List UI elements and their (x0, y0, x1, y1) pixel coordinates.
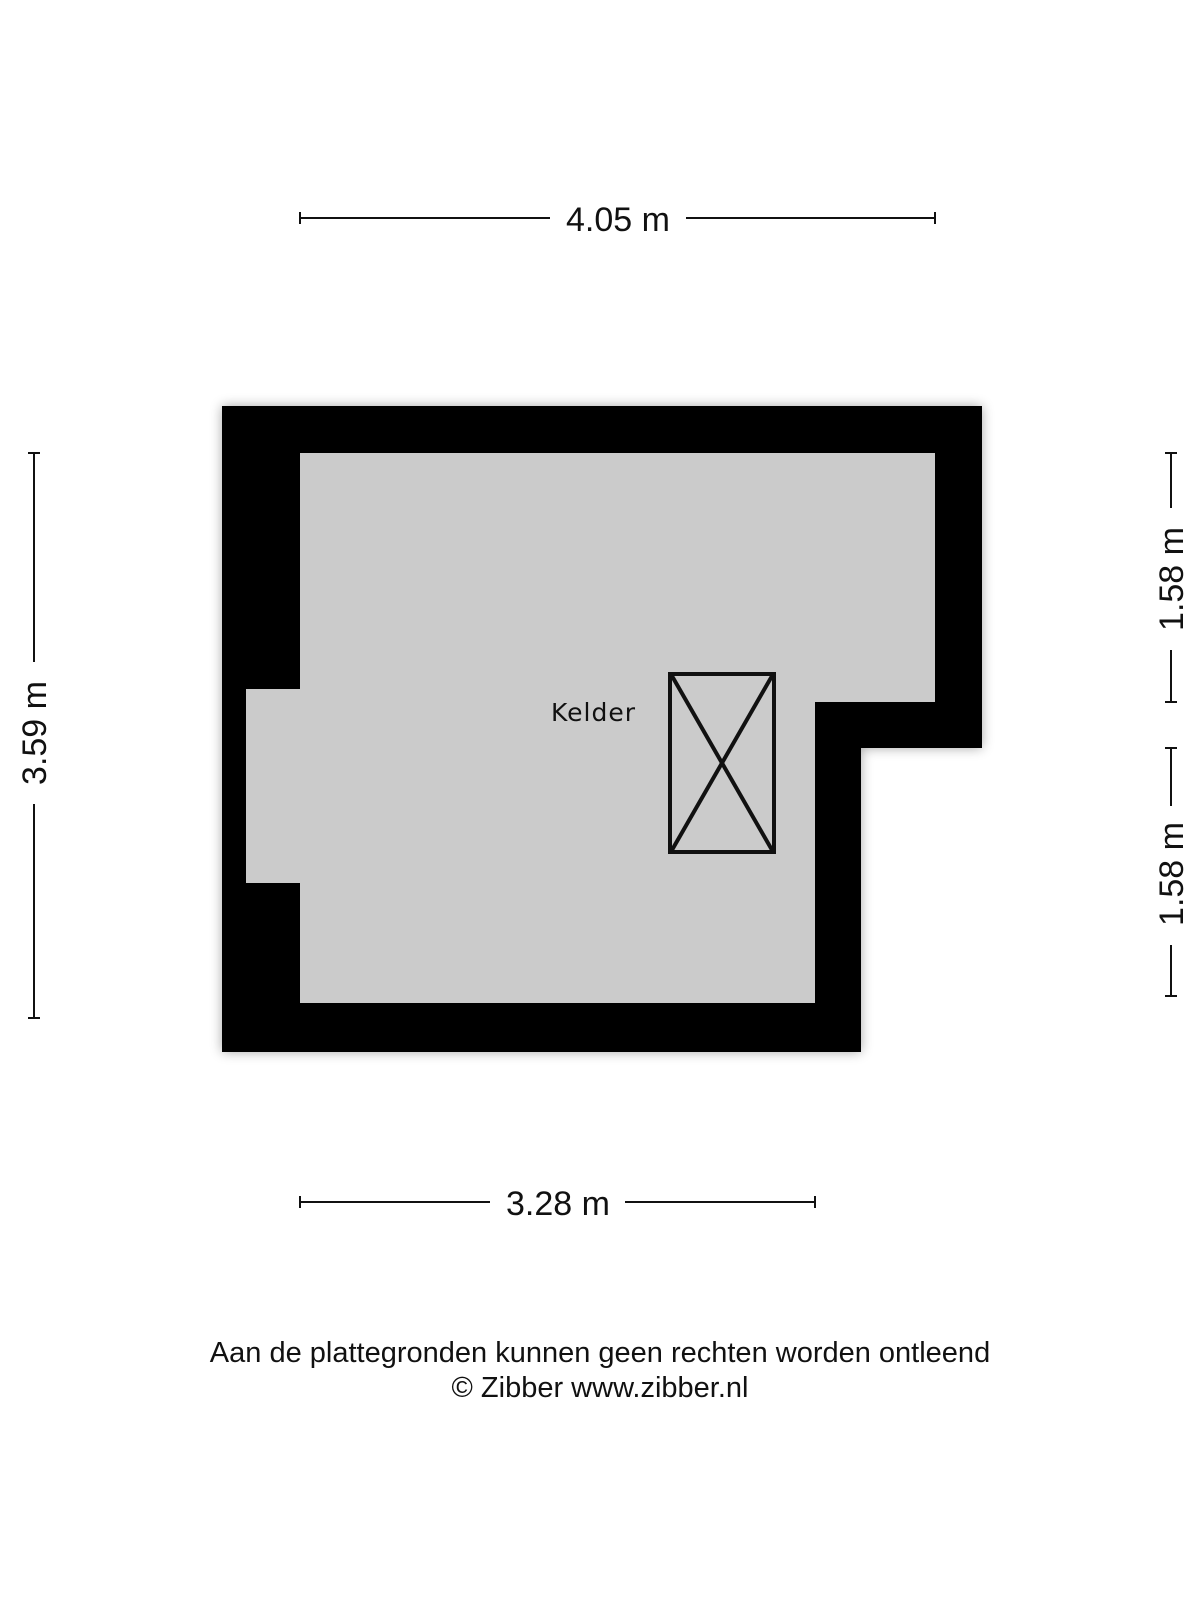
footer-disclaimer: Aan de plattegronden kunnen geen rechten worden ontleend (209, 1337, 991, 1369)
dimension-right-upper-label: 1.58 m (1153, 527, 1191, 631)
footer-credit: © Zibber www.zibber.nl (451, 1372, 749, 1404)
dimension-right-lower (1153, 748, 1191, 996)
dimension-right-lower-label: 1.58 m (1153, 822, 1191, 926)
dimension-bottom-label: 3.28 m (506, 1185, 610, 1223)
dimension-top (300, 201, 935, 239)
dimension-bottom (300, 1185, 815, 1223)
room-label: Kelder (551, 698, 637, 727)
dimension-left-label: 3.59 m (16, 681, 54, 785)
dimension-top-label: 4.05 m (566, 201, 670, 239)
dimension-right-upper (1153, 453, 1191, 702)
dimension-left (16, 453, 54, 1018)
